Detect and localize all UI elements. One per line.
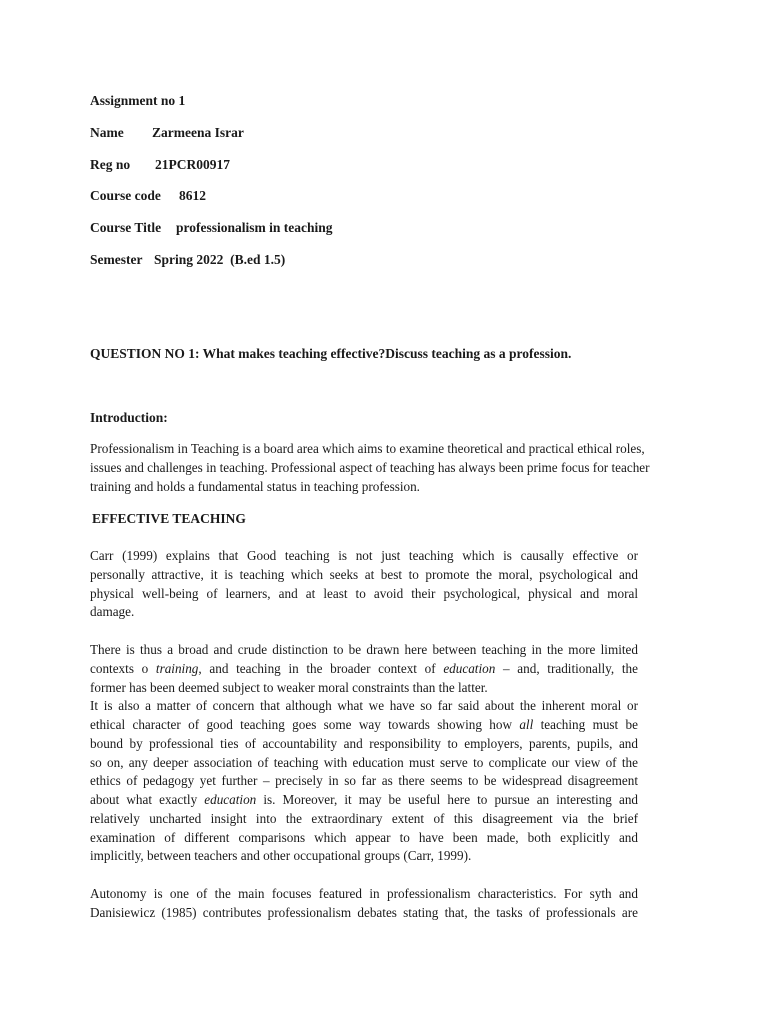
paragraph-line: relatively uncharted insight into the extraordinary extent of this disagreement via the brief	[90, 810, 638, 826]
distinction-paragraph	[90, 641, 638, 866]
paragraph-line: Danisiewicz (1985) contributes professionalism debates stating that, the tasks of professionals are	[90, 904, 638, 920]
paragraph-line: former has been deemed subject to weaker moral constraints than the latter.	[90, 679, 488, 695]
paragraph-line: so on, any deeper association of teaching with education must serve to complicate our view of the	[90, 754, 638, 770]
italic-term: all	[519, 717, 534, 732]
paragraph-line: implicitly, between teachers and other occupational groups (Carr, 1999).	[90, 848, 472, 864]
reg-label: Reg no	[90, 157, 131, 172]
introduction-heading: Introduction:	[90, 410, 168, 425]
intro-line: training and holds a fundamental status in teaching profession.	[90, 478, 420, 494]
autonomy-paragraph	[90, 885, 638, 923]
paragraph-line	[90, 660, 638, 679]
effective-teaching-heading: EFFECTIVE TEACHING	[92, 511, 246, 526]
paragraph-line: ethics of pedagogy yet further – precisely in so far as there seems to be widespread disagreement	[90, 773, 638, 789]
paragraph-line: physical well-being of learners, and at least to avoid their psychological, physical and moral	[90, 585, 638, 601]
text-run: teaching must be	[533, 717, 639, 732]
course-title-value: professionalism in teaching	[176, 220, 333, 235]
paragraph-line	[90, 716, 638, 735]
paragraph-line: personally attractive, it is teaching which seeks at best to promote the moral, psychological and	[90, 566, 638, 582]
semester-label: Semester	[90, 252, 143, 267]
name-row	[90, 125, 244, 141]
paragraph-line: Carr (1999) explains that Good teaching is not just teaching which is causally effective or	[90, 548, 638, 563]
intro-line: issues and challenges in teaching. Professional aspect of teaching has always been prime focus for teacher	[90, 459, 650, 475]
italic-term: education	[443, 660, 496, 676]
course-code-value: 8612	[179, 188, 206, 203]
text-run: – and, traditionally, the	[495, 660, 638, 676]
text-run: about what exactly	[90, 792, 205, 807]
paragraph-line: damage.	[90, 604, 135, 620]
paragraph-line: examination of different comparisons which appear to have been made, both explicitly and	[90, 829, 638, 845]
course-title-row	[90, 220, 333, 236]
paragraph-line: It is also a matter of concern that although what we have so far said about the inherent moral or	[90, 698, 638, 714]
text-run: contexts o	[90, 660, 156, 676]
reg-row	[90, 157, 230, 173]
name-value: Zarmeena Israr	[152, 125, 244, 140]
paragraph-line: There is thus a broad and crude distinction to be drawn here between teaching in the more limited	[90, 642, 638, 657]
question-heading: QUESTION NO 1: What makes teaching effective?Discuss teaching as a profession.	[90, 346, 572, 361]
intro-line: Professionalism in Teaching is a board area which aims to examine theoretical and practical ethical roles,	[90, 441, 645, 456]
reg-value: 21PCR00917	[155, 157, 230, 172]
paragraph-line	[90, 791, 638, 810]
text-run: , and teaching in the broader context of	[198, 660, 444, 676]
paragraph-line: Autonomy is one of the main focuses featured in professionalism characteristics. For syth and	[90, 886, 638, 901]
semester-row	[90, 252, 286, 268]
semester-value: Spring 2022 (B.ed 1.5)	[154, 252, 286, 267]
course-code-row	[90, 188, 206, 204]
introduction-paragraph	[90, 440, 650, 496]
text-run: is. Moreover, it may be useful here to pursue an interesting and	[256, 792, 639, 807]
italic-term: training	[155, 660, 199, 676]
course-code-label: Course code	[90, 188, 161, 203]
paragraph-line: bound by professional ties of accountability and responsibility to employers, parents, pupils, and	[90, 735, 638, 751]
course-title-label: Course Title	[90, 220, 162, 235]
text-run: ethical character of good teaching goes some way towards showing how	[90, 717, 520, 732]
italic-term: education	[204, 792, 257, 807]
assignment-title: Assignment no 1	[90, 93, 186, 108]
name-label: Name	[90, 125, 124, 140]
carr-paragraph	[90, 547, 638, 622]
